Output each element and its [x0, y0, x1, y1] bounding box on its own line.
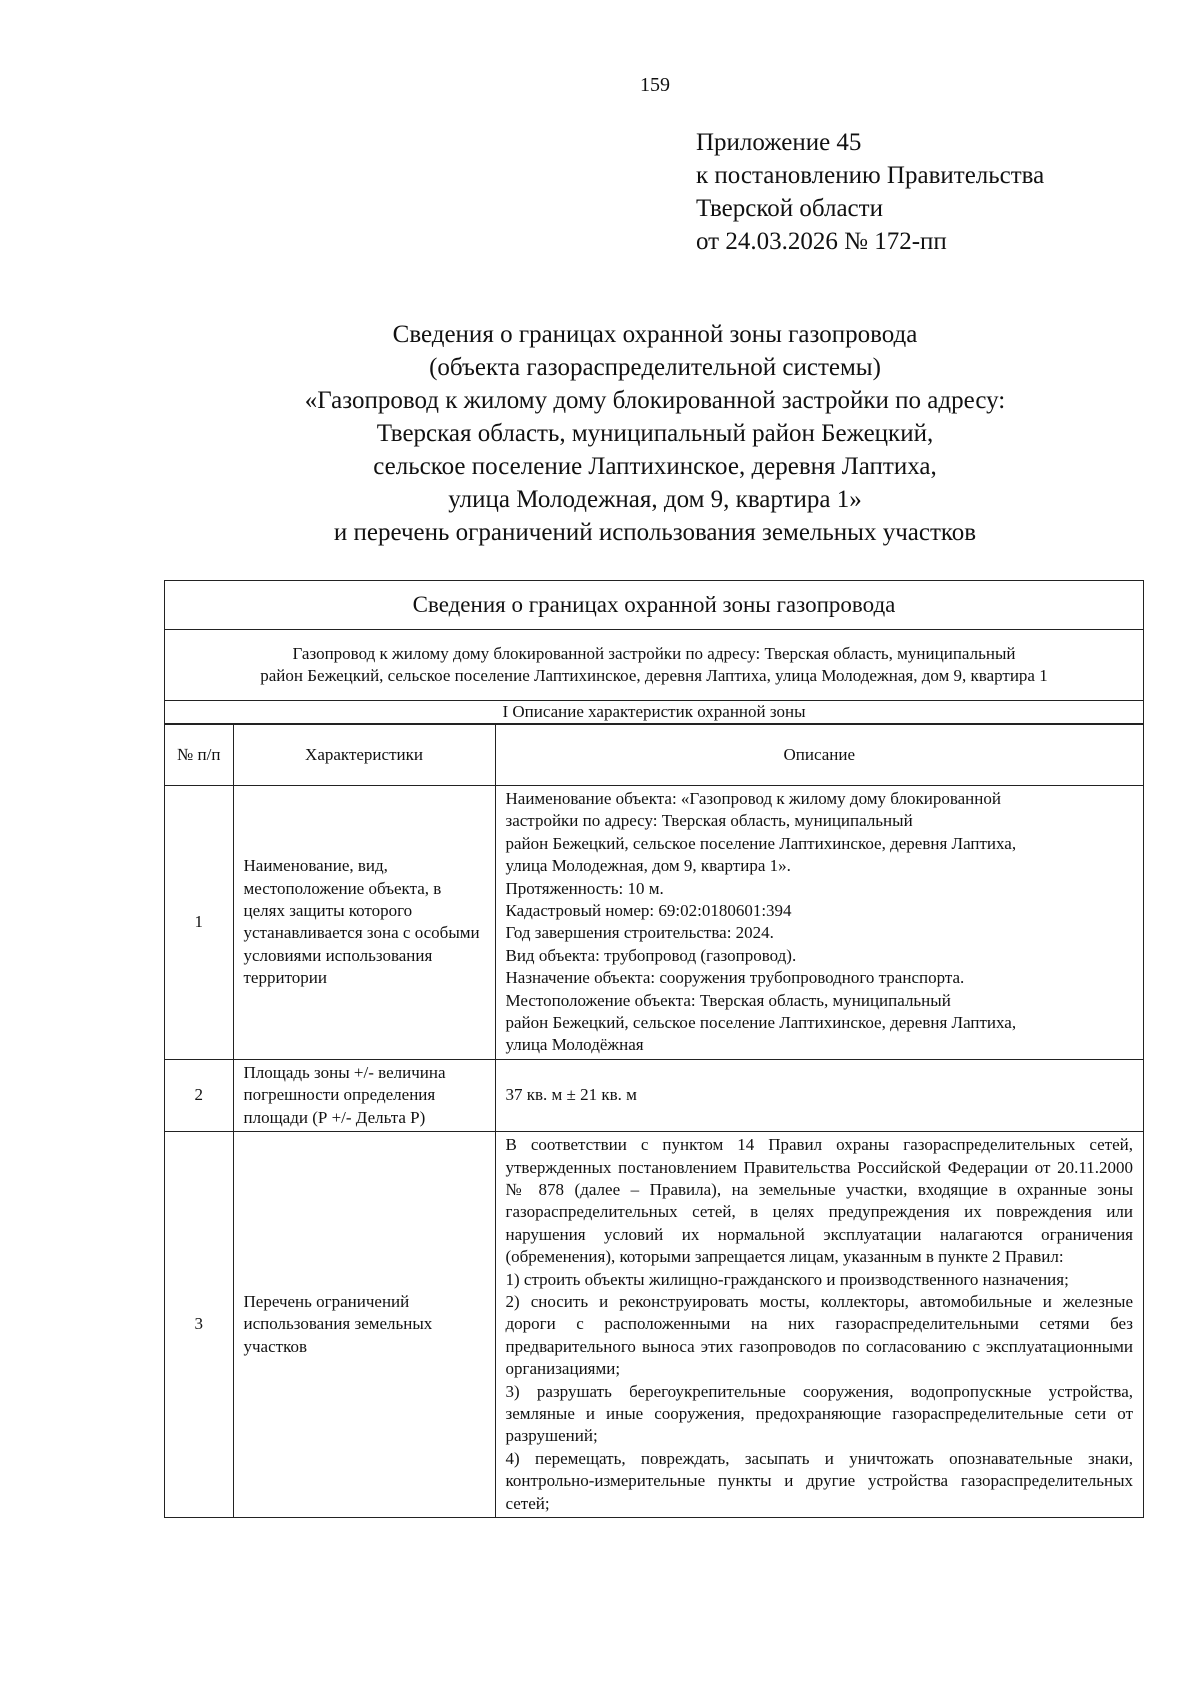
table-row [165, 786, 1143, 1060]
description-line: Вид объекта: трубопровод (газопровод). [505, 945, 797, 965]
description-line: улица Молодежная, дом 9, квартира 1». [505, 856, 791, 876]
table-header-row [165, 725, 1143, 786]
row-characteristic: Наименование, вид, местоположение объекта, в целях защиты которого устанавливается зона с особыми условиями использования территории [233, 786, 495, 1060]
appendix-line: к постановлению Правительства [696, 162, 1045, 189]
table-heading: Сведения о границах охранной зоны газопровода [165, 581, 1144, 630]
row-description: 37 кв. м ± 21 кв. м [495, 1059, 1143, 1131]
title-line: Сведения о границах охранной зоны газопровода [392, 321, 918, 348]
row-characteristic: Перечень ограничений использования земельных участков [233, 1132, 495, 1517]
column-header-char: Характеристики [233, 725, 495, 786]
restriction-item: 2) сносить и реконструировать мосты, коллекторы, автомобильные и железные дороги с расположенными на них газораспределительными сетями без предварительного выноса этих газопроводов по согласованию с эксплуатационными организациями; [505, 1291, 1133, 1379]
appendix-line: Тверской области [696, 195, 883, 222]
title-line: сельское поселение Лаптихинское, деревня Лаптиха, [373, 453, 937, 480]
description-line: Местоположение объекта: Тверская область, муниципальный [505, 990, 951, 1010]
row-description [495, 1132, 1143, 1517]
characteristics-wrapper [165, 724, 1144, 1518]
restriction-item: 1) строить объекты жилищно-гражданского и производственного назначения; [505, 1269, 1069, 1289]
title-line: (объекта газораспределительной системы) [429, 354, 881, 381]
description-line: Год завершения строительства: 2024. [505, 923, 774, 943]
title-line: Тверская область, муниципальный район Бежецкий, [376, 420, 934, 447]
description-line: район Бежецкий, сельское поселение Лаптихинское, деревня Лаптиха, [505, 833, 1017, 853]
row-description [495, 786, 1143, 1060]
row-num: 1 [165, 786, 233, 1060]
title-line: улица Молодежная, дом 9, квартира 1» [448, 486, 862, 513]
table-row [165, 1059, 1143, 1131]
title-line: «Газопровод к жилому дому блокированной застройки по адресу: [304, 387, 1006, 414]
restriction-paragraph: В соответствии с пунктом 14 Правил охраны газораспределительных сетей, утвержденных постановлением Правительства Российской Федерации от 20.11.2000 № 878 (далее – Правила), на земельные участки, входящие в охранные зоны газораспределительных сетей, в целях предупреждения их повреждения или нарушения условий их нормальной эксплуатации налагаются ограничения (обременения), которыми запрещается лицам, указанным в пункте 2 Правил: [505, 1135, 1133, 1267]
document-title [130, 318, 1180, 549]
section-heading: I Описание характеристик охранной зоны [165, 701, 1144, 724]
description-line: улица Молодёжная [505, 1035, 644, 1055]
table-row [165, 1132, 1143, 1517]
column-header-desc: Описание [495, 725, 1143, 786]
page-number: 159 [640, 74, 670, 96]
restriction-item: 3) разрушать берегоукрепительные сооружения, водопропускные устройства, земляные и иные сооружения, предохраняющие газораспределительные сети от разрушений; [505, 1381, 1133, 1446]
object-line: Газопровод к жилому дому блокированной застройки по адресу: Тверская область, муниципальный [292, 644, 1016, 663]
description-line: Протяженность: 10 м. [505, 878, 664, 898]
restriction-item: 4) перемещать, повреждать, засыпать и уничтожать опознавательные знаки, контрольно-измерительные пункты и другие устройства газораспределительных сетей; [505, 1448, 1133, 1513]
row-num: 3 [165, 1132, 233, 1517]
description-line: Кадастровый номер: 69:02:0180601:394 [505, 901, 792, 921]
zone-info-table [164, 580, 1144, 1518]
description-line: район Бежецкий, сельское поселение Лаптихинское, деревня Лаптиха, [505, 1013, 1017, 1033]
row-characteristic: Площадь зоны +/- величина погрешности определения площади (Р +/- Дельта Р) [233, 1059, 495, 1131]
column-header-num: № п/п [165, 725, 233, 786]
appendix-line: от 24.03.2026 № 172-пп [696, 228, 947, 255]
object-description [165, 630, 1144, 701]
appendix-block [696, 126, 1044, 258]
description-line: застройки по адресу: Тверская область, муниципальный [505, 811, 913, 831]
characteristics-table [165, 724, 1143, 1517]
object-line: район Бежецкий, сельское поселение Лаптихинское, деревня Лаптиха, улица Молодежная, дом 9, квартира 1 [260, 666, 1048, 685]
row-num: 2 [165, 1059, 233, 1131]
appendix-line: Приложение 45 [696, 129, 862, 156]
description-line: Назначение объекта: сооружения трубопроводного транспорта. [505, 968, 965, 988]
description-line: Наименование объекта: «Газопровод к жилому дому блокированной [505, 789, 1001, 808]
title-line: и перечень ограничений использования земельных участков [333, 519, 977, 546]
